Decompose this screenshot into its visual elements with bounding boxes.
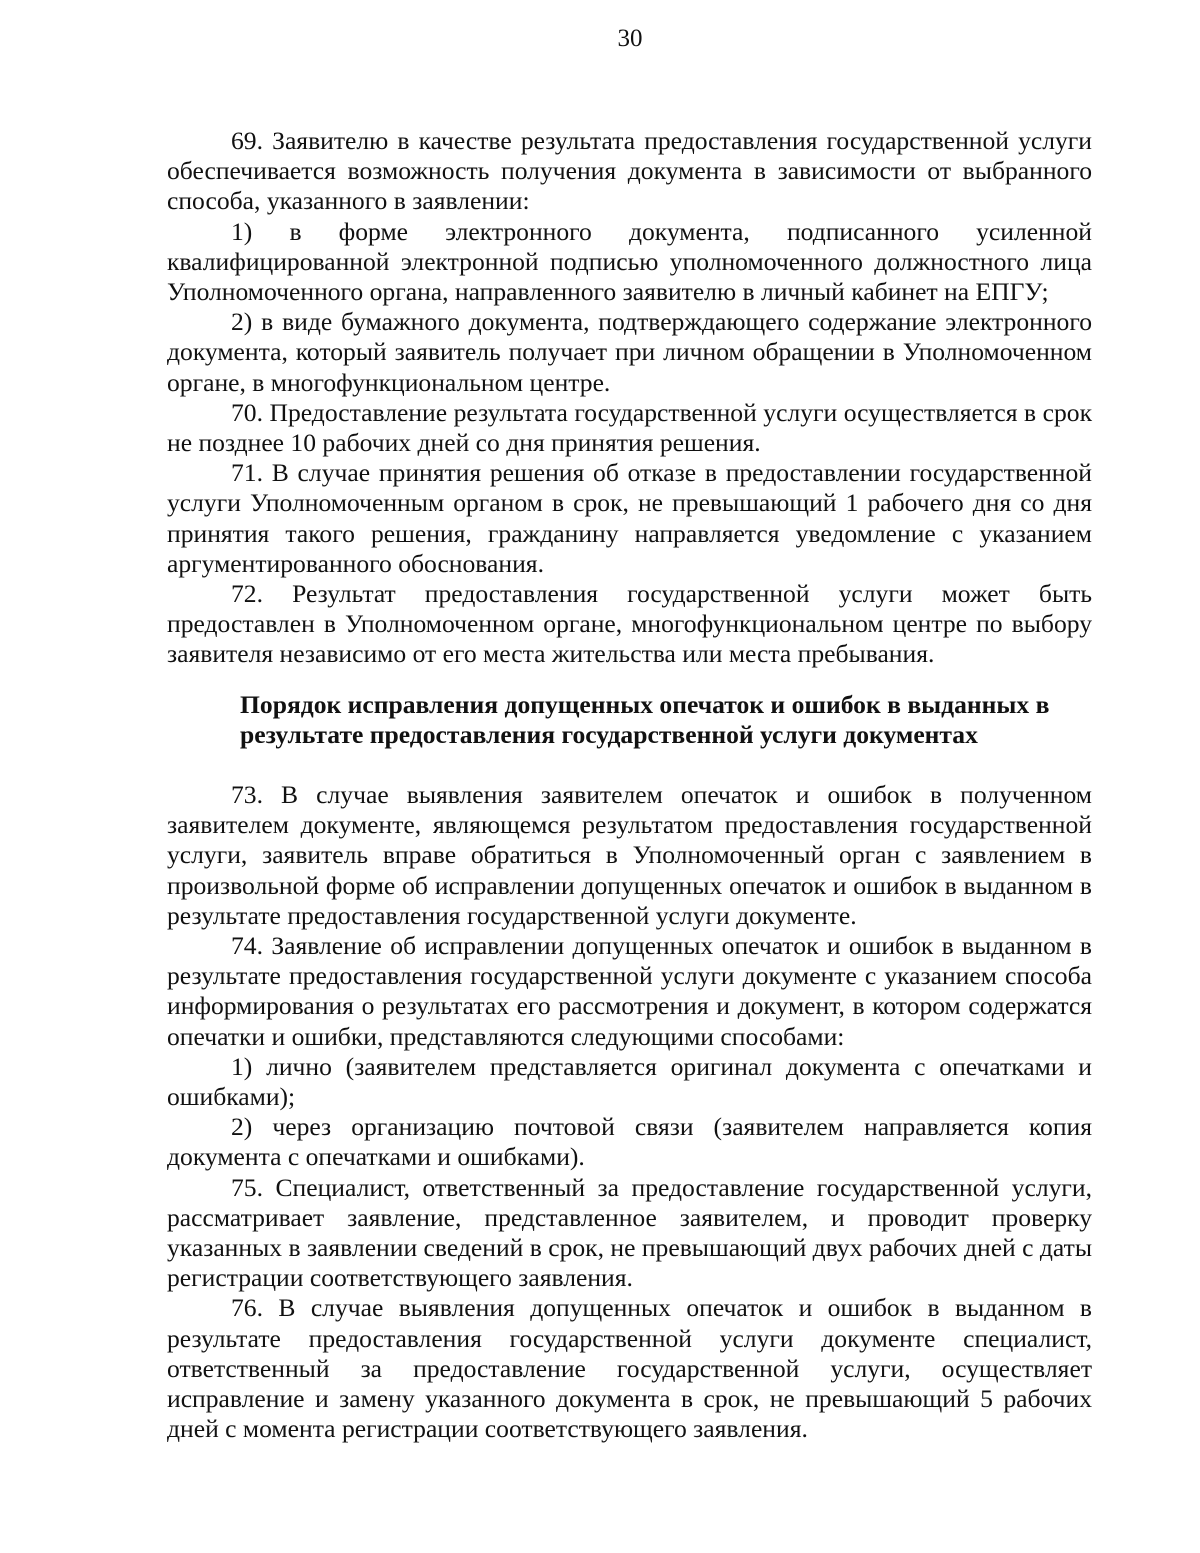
paragraph-74-item-1: 1) лично (заявителем представляется оригинал документа с опечатками и ошибками); xyxy=(167,1051,1092,1112)
paragraph-70: 70. Предоставление результата государственной услуги осуществляется в срок не позднее 10 рабочих дней со дня принятия решения. xyxy=(167,397,1092,458)
section-heading: Порядок исправления допущенных опечаток и ошибок в выданных в результате предоставления государственной услуги документах xyxy=(240,690,1050,750)
paragraph-75: 75. Специалист, ответственный за предоставление государственной услуги, рассматривает заявление, представленное заявителем, и проводит проверку указанных в заявлении сведений в срок, не превышающий двух рабочих дней с даты регистрации соответствующего заявления. xyxy=(167,1172,1093,1293)
paragraph-74: 74. Заявление об исправлении допущенных опечаток и ошибок в выданном в результате предоставления государственной услуги документе с указанием способа информирования о результатах его рассмотрения и документ, в котором содержатся опечатки и ошибки, представляются следующими способами: xyxy=(167,931,1092,1051)
paragraph-73: 73. В случае выявления заявителем опечаток и ошибок в полученном заявителем документе, являющемся результатом предоставления государственной услуги, заявитель вправе обратиться в Уполномоченный орган с заявлением в произвольной форме об исправлении допущенных опечаток и ошибок в выданном в результате предоставления государственной услуги документе. xyxy=(167,780,1092,930)
paragraph-69-item-2: 2) в виде бумажного документа, подтверждающего содержание электронного документа, который заявитель получает при личном обращении в Уполномоченном органе, в многофункциональном центре. xyxy=(167,307,1092,397)
paragraph-76: 76. В случае выявления допущенных опечаток и ошибок в выданном в результате предоставления государственной услуги документе специалист, ответственный за предоставление государственной услуги, осуществляет исправление и замену указанного документа в срок, не превышающий 5 рабочих дней с момента регистрации соответствующего заявления. xyxy=(167,1293,1092,1444)
paragraph-74-item-2: 2) через организацию почтовой связи (заявителем направляется копия документа с опечатками и ошибками). xyxy=(167,1112,1092,1172)
text-block-top xyxy=(167,126,1092,670)
text-block-bottom xyxy=(167,780,1092,1444)
paragraph-72: 72. Результат предоставления государственной услуги может быть предоставлен в Уполномоченном органе, многофункциональном центре по выбору заявителя независимо от его места жительства или места пребывания. xyxy=(167,579,1092,669)
paragraph-69: 69. Заявителю в качестве результата предоставления государственной услуги обеспечивается возможность получения документа в зависимости от выбранного способа, указанного в заявлении: xyxy=(167,126,1092,216)
paragraph-71: 71. В случае принятия решения об отказе в предоставлении государственной услуги Уполномоченным органом в срок, не превышающий 1 рабочего дня со дня принятия такого решения, гражданину направляется уведомление с указанием аргументированного обоснования. xyxy=(167,458,1092,578)
page-number: 30 xyxy=(617,25,643,52)
paragraph-69-item-1: 1) в форме электронного документа, подписанного усиленной квалифицированной электронной подписью уполномоченного должностного лица Уполномоченного органа, направленного заявителю в личный кабинет на ЕПГУ; xyxy=(167,216,1092,307)
